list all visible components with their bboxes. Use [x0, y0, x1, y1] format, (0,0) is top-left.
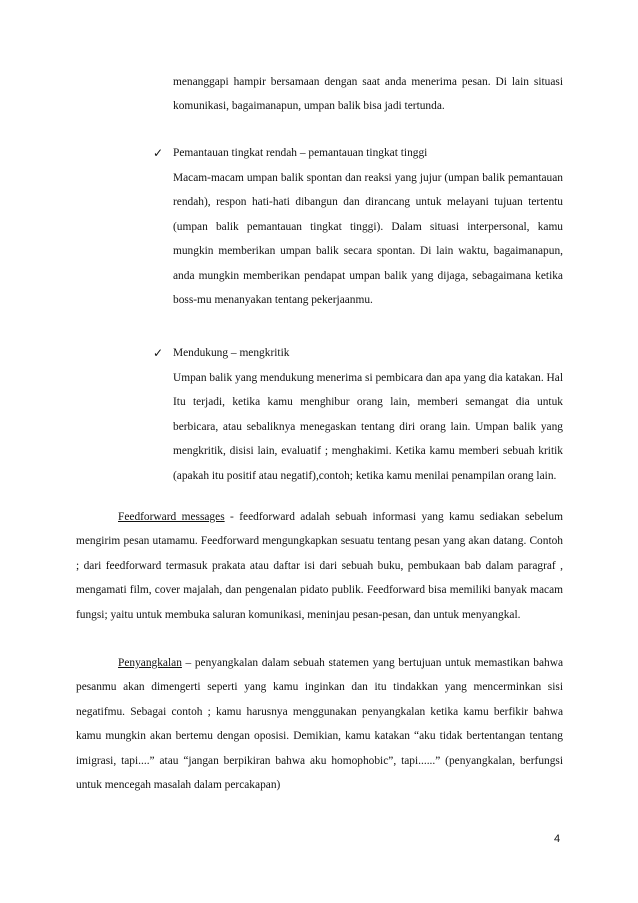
bullet-heading: Mendukung – mengkritik	[173, 347, 290, 359]
feedforward-term: Feedforward messages	[118, 511, 225, 523]
bullet-heading: Pemantauan tingkat rendah – pemantauan tingkat tinggi	[173, 147, 428, 159]
bullet-body: Umpan balik yang mendukung menerima si pembicara dan apa yang dia katakan. Hal Itu terjadi, ketika kamu menghibur orang lain, memberi semangat dia untuk berbicara, atau sebaliknya menegaskan tentang diri orang lain. Umpan balik yang mengkritik, disisi lain, evaluatif ; menghakimi. Ketika kamu memberi sebuah kritik (apakah itu positif atau negatif),contoh; ketika kamu menilai penampilan orang lain.	[173, 372, 563, 482]
bullet-body: Macam-macam umpan balik spontan dan reaksi yang jujur (umpan balik pemantauan rendah), respon hati-hati dibangun dan dirancang untuk melayani tujuan tertentu (umpan balik pemantauan tingkat tinggi). Dalam situasi interpersonal, kamu mungkin memberikan umpan balik secara spontan. Di lain waktu, bagaimanapun, anda mungkin memberikan pendapat umpan balik yang dijaga, sebagaimana ketika boss-mu menanyakan tentang pekerjaanmu.	[173, 172, 563, 307]
page-number: 4	[554, 833, 561, 845]
checkmark-icon: ✓	[153, 146, 164, 160]
intro-paragraph: menanggapi hampir bersamaan dengan saat anda menerima pesan. Di lain situasi komunikasi, bagaimanapun, umpan balik bisa jadi tertunda.	[173, 76, 563, 113]
penyangkalan-paragraph	[76, 651, 563, 797]
checkmark-icon: ✓	[153, 346, 164, 360]
penyangkalan-term: Penyangkalan	[118, 657, 182, 669]
feedforward-text: - feedforward adalah sebuah informasi yang kamu sediakan sebelum mengirim pesan utamamu. Feedforward mengungkapkan sesuatu tentang pesan yang akan datang. Contoh ; dari feedforward termasuk prakata atau daftar isi dari sebuah buku, pembukaan bab dalam paragraf , mengamati film, cover majalah, dan pengenalan pidato publik. Feedforward bisa memiliki banyak macam fungsi; yaitu untuk membuka saluran komunikasi, meninjau pesan-pesan, dan untuk menyangkal.	[76, 511, 563, 621]
penyangkalan-text: – penyangkalan dalam sebuah statemen yang bertujuan untuk memastikan bahwa pesanmu akan dimengerti seperti yang kamu inginkan dan itu tindakkan yang mencerminkan sisi negatifmu. Sebagai contoh ; kamu harusnya menggunakan penyangkalan ketika kamu berfikir bahwa kamu mungkin akan bertemu dengan oposisi. Demikian, kamu katakan “aku tidak bertentangan tentang imigrasi, tapi....” atau “jangan berpikiran bahwa aku homophobic”, tapi......” (penyangkalan, berfungsi untuk mencegah masalah dalam percakapan)	[76, 657, 563, 792]
feedforward-paragraph	[76, 505, 563, 627]
